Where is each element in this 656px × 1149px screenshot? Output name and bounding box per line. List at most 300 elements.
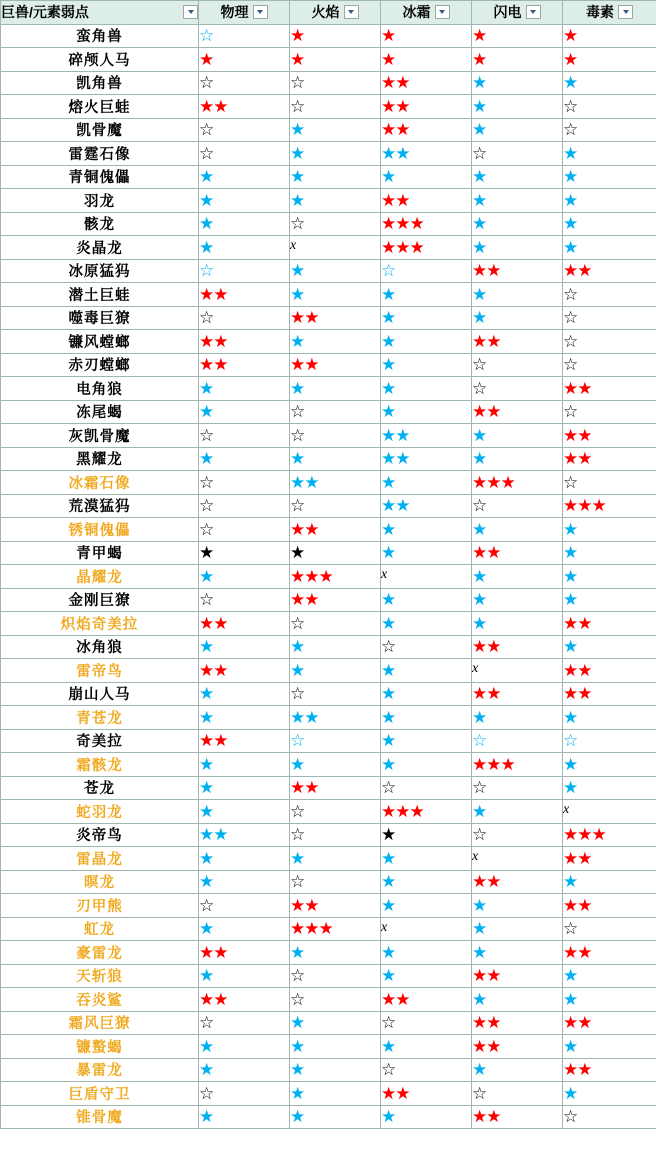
weakness-cell-fire[interactable] bbox=[290, 377, 381, 401]
weakness-cell-physical[interactable] bbox=[199, 964, 290, 988]
weakness-cell-physical[interactable] bbox=[199, 1058, 290, 1082]
weakness-cell-poison[interactable] bbox=[563, 471, 656, 495]
weakness-cell-ice[interactable] bbox=[381, 1035, 472, 1059]
weakness-cell-ice[interactable] bbox=[381, 95, 472, 119]
weakness-cell-poison[interactable] bbox=[563, 259, 656, 283]
weakness-cell-ice[interactable] bbox=[381, 48, 472, 72]
weakness-cell-fire[interactable] bbox=[290, 706, 381, 730]
weakness-cell-physical[interactable] bbox=[199, 941, 290, 965]
weakness-cell-ice[interactable] bbox=[381, 494, 472, 518]
weakness-cell-fire[interactable] bbox=[290, 494, 381, 518]
weakness-cell-fire[interactable] bbox=[290, 588, 381, 612]
beast-name-cell[interactable]: 锥骨魔 bbox=[1, 1105, 199, 1129]
weakness-cell-poison[interactable] bbox=[563, 518, 656, 542]
weakness-cell-lightning[interactable] bbox=[472, 847, 563, 871]
weakness-cell-ice[interactable] bbox=[381, 283, 472, 307]
weakness-cell-lightning[interactable] bbox=[472, 283, 563, 307]
weakness-cell-fire[interactable] bbox=[290, 635, 381, 659]
weakness-cell-fire[interactable] bbox=[290, 800, 381, 824]
beast-name-cell[interactable]: 黑耀龙 bbox=[1, 447, 199, 471]
weakness-cell-ice[interactable] bbox=[381, 471, 472, 495]
weakness-cell-poison[interactable] bbox=[563, 142, 656, 166]
weakness-cell-lightning[interactable] bbox=[472, 706, 563, 730]
weakness-cell-ice[interactable] bbox=[381, 753, 472, 777]
weakness-cell-poison[interactable] bbox=[563, 729, 656, 753]
weakness-cell-fire[interactable] bbox=[290, 964, 381, 988]
weakness-cell-fire[interactable] bbox=[290, 306, 381, 330]
weakness-cell-poison[interactable] bbox=[563, 964, 656, 988]
weakness-cell-lightning[interactable] bbox=[472, 776, 563, 800]
star-filled-icon: ★ bbox=[381, 214, 396, 234]
beast-name-cell[interactable]: 熔火巨蛙 bbox=[1, 95, 199, 119]
weakness-cell-ice[interactable] bbox=[381, 1058, 472, 1082]
weakness-cell-physical[interactable] bbox=[199, 118, 290, 142]
weakness-cell-lightning[interactable] bbox=[472, 377, 563, 401]
weakness-cell-physical[interactable] bbox=[199, 471, 290, 495]
beast-name-cell[interactable]: 炎帝鸟 bbox=[1, 823, 199, 847]
weakness-cell-poison[interactable] bbox=[563, 24, 656, 48]
weakness-cell-ice[interactable] bbox=[381, 353, 472, 377]
weakness-cell-lightning[interactable] bbox=[472, 941, 563, 965]
weakness-cell-lightning[interactable] bbox=[472, 870, 563, 894]
weakness-cell-poison[interactable] bbox=[563, 588, 656, 612]
weakness-cell-lightning[interactable] bbox=[472, 588, 563, 612]
beast-name-cell[interactable]: 雷帝鸟 bbox=[1, 659, 199, 683]
beast-name-cell[interactable]: 刃甲熊 bbox=[1, 894, 199, 918]
weakness-cell-lightning[interactable] bbox=[472, 48, 563, 72]
beast-name-cell[interactable]: 苍龙 bbox=[1, 776, 199, 800]
weakness-cell-lightning[interactable] bbox=[472, 24, 563, 48]
weakness-cell-poison[interactable] bbox=[563, 776, 656, 800]
weakness-cell-fire[interactable] bbox=[290, 71, 381, 95]
weakness-cell-fire[interactable] bbox=[290, 870, 381, 894]
weakness-cell-ice[interactable] bbox=[381, 988, 472, 1012]
beast-name-cell[interactable]: 蛮角兽 bbox=[1, 24, 199, 48]
beast-name-cell[interactable]: 电角狼 bbox=[1, 377, 199, 401]
weakness-cell-poison[interactable] bbox=[563, 165, 656, 189]
weakness-cell-lightning[interactable] bbox=[472, 447, 563, 471]
weakness-cell-ice[interactable] bbox=[381, 541, 472, 565]
weakness-cell-physical[interactable] bbox=[199, 894, 290, 918]
weakness-cell-lightning[interactable] bbox=[472, 659, 563, 683]
weakness-cell-physical[interactable] bbox=[199, 189, 290, 213]
star-filled-icon: ★ bbox=[563, 73, 578, 93]
weakness-cell-physical[interactable] bbox=[199, 424, 290, 448]
weakness-cell-lightning[interactable] bbox=[472, 424, 563, 448]
weakness-cell-fire[interactable] bbox=[290, 729, 381, 753]
weakness-cell-ice[interactable] bbox=[381, 823, 472, 847]
weakness-cell-fire[interactable] bbox=[290, 212, 381, 236]
weakness-cell-fire[interactable] bbox=[290, 447, 381, 471]
weakness-cell-lightning[interactable] bbox=[472, 1035, 563, 1059]
weakness-cell-poison[interactable] bbox=[563, 706, 656, 730]
beast-name-cell[interactable]: 青铜傀儡 bbox=[1, 165, 199, 189]
weakness-cell-fire[interactable] bbox=[290, 823, 381, 847]
weakness-cell-ice[interactable] bbox=[381, 941, 472, 965]
weakness-cell-physical[interactable] bbox=[199, 400, 290, 424]
beast-name-cell[interactable]: 天斩狼 bbox=[1, 964, 199, 988]
beast-name-cell[interactable]: 锈铜傀儡 bbox=[1, 518, 199, 542]
weakness-cell-lightning[interactable] bbox=[472, 894, 563, 918]
weakness-cell-fire[interactable] bbox=[290, 894, 381, 918]
beast-name-cell[interactable]: 虹龙 bbox=[1, 917, 199, 941]
beast-name-cell[interactable]: 镰螯蝎 bbox=[1, 1035, 199, 1059]
weakness-cell-physical[interactable] bbox=[199, 48, 290, 72]
weakness-cell-poison[interactable] bbox=[563, 353, 656, 377]
beast-name-cell[interactable]: 吞炎鲨 bbox=[1, 988, 199, 1012]
weakness-cell-lightning[interactable] bbox=[472, 541, 563, 565]
weakness-cell-physical[interactable] bbox=[199, 306, 290, 330]
weakness-cell-poison[interactable] bbox=[563, 118, 656, 142]
weakness-cell-physical[interactable] bbox=[199, 24, 290, 48]
beast-name-cell[interactable]: 雷晶龙 bbox=[1, 847, 199, 871]
weakness-cell-ice[interactable] bbox=[381, 612, 472, 636]
weakness-cell-fire[interactable] bbox=[290, 118, 381, 142]
weakness-cell-poison[interactable] bbox=[563, 212, 656, 236]
beast-name-cell[interactable]: 冻尾蝎 bbox=[1, 400, 199, 424]
beast-name-cell[interactable]: 金刚巨獠 bbox=[1, 588, 199, 612]
weakness-cell-lightning[interactable] bbox=[472, 917, 563, 941]
weakness-cell-ice[interactable] bbox=[381, 424, 472, 448]
beast-name-cell[interactable]: 冰角狼 bbox=[1, 635, 199, 659]
weakness-cell-poison[interactable] bbox=[563, 941, 656, 965]
beast-name-cell[interactable]: 炎晶龙 bbox=[1, 236, 199, 260]
weakness-cell-lightning[interactable] bbox=[472, 1058, 563, 1082]
weakness-cell-ice[interactable] bbox=[381, 847, 472, 871]
weakness-cell-ice[interactable] bbox=[381, 682, 472, 706]
weakness-cell-poison[interactable] bbox=[563, 823, 656, 847]
weakness-cell-poison[interactable] bbox=[563, 753, 656, 777]
weakness-cell-fire[interactable] bbox=[290, 424, 381, 448]
beast-name-cell[interactable]: 暴雷龙 bbox=[1, 1058, 199, 1082]
weakness-cell-ice[interactable] bbox=[381, 964, 472, 988]
column-header-lightning[interactable] bbox=[472, 1, 563, 25]
star-filled-icon: ★ bbox=[577, 378, 592, 398]
weakness-cell-ice[interactable] bbox=[381, 1082, 472, 1106]
weakness-cell-fire[interactable] bbox=[290, 659, 381, 683]
weakness-cell-lightning[interactable] bbox=[472, 259, 563, 283]
weakness-cell-poison[interactable] bbox=[563, 424, 656, 448]
weakness-cell-poison[interactable] bbox=[563, 988, 656, 1012]
weakness-cell-poison[interactable] bbox=[563, 283, 656, 307]
weakness-cell-ice[interactable] bbox=[381, 118, 472, 142]
weakness-cell-ice[interactable] bbox=[381, 189, 472, 213]
weakness-cell-lightning[interactable] bbox=[472, 71, 563, 95]
weakness-cell-lightning[interactable] bbox=[472, 823, 563, 847]
beast-name-cell[interactable]: 荒漠猛犸 bbox=[1, 494, 199, 518]
weakness-cell-fire[interactable] bbox=[290, 1035, 381, 1059]
weakness-cell-ice[interactable] bbox=[381, 24, 472, 48]
weakness-cell-lightning[interactable] bbox=[472, 400, 563, 424]
weakness-cell-fire[interactable] bbox=[290, 353, 381, 377]
beast-name-cell[interactable]: 雷霆石像 bbox=[1, 142, 199, 166]
weakness-cell-fire[interactable] bbox=[290, 753, 381, 777]
beast-name-cell[interactable]: 赤刃螳螂 bbox=[1, 353, 199, 377]
weakness-cell-fire[interactable] bbox=[290, 1058, 381, 1082]
weakness-cell-physical[interactable] bbox=[199, 71, 290, 95]
weakness-cell-physical[interactable] bbox=[199, 212, 290, 236]
weakness-cell-physical[interactable] bbox=[199, 541, 290, 565]
weakness-cell-fire[interactable] bbox=[290, 917, 381, 941]
weakness-cell-physical[interactable] bbox=[199, 1105, 290, 1129]
weakness-cell-fire[interactable] bbox=[290, 776, 381, 800]
weakness-cell-poison[interactable] bbox=[563, 1082, 656, 1106]
weakness-cell-lightning[interactable] bbox=[472, 682, 563, 706]
beast-name-cell[interactable]: 碎颅人马 bbox=[1, 48, 199, 72]
weakness-cell-poison[interactable] bbox=[563, 1011, 656, 1035]
weakness-cell-lightning[interactable] bbox=[472, 565, 563, 589]
weakness-cell-fire[interactable] bbox=[290, 142, 381, 166]
weakness-cell-ice[interactable] bbox=[381, 236, 472, 260]
column-header-physical[interactable] bbox=[199, 1, 290, 25]
beast-name-cell[interactable]: 羽龙 bbox=[1, 189, 199, 213]
weakness-cell-physical[interactable] bbox=[199, 1035, 290, 1059]
weakness-cell-fire[interactable] bbox=[290, 1082, 381, 1106]
beast-name-cell[interactable]: 蛇羽龙 bbox=[1, 800, 199, 824]
weakness-cell-physical[interactable] bbox=[199, 236, 290, 260]
weakness-cell-ice[interactable] bbox=[381, 330, 472, 354]
weakness-cell-physical[interactable] bbox=[199, 823, 290, 847]
weakness-cell-lightning[interactable] bbox=[472, 95, 563, 119]
beast-name-cell[interactable]: 青甲蝎 bbox=[1, 541, 199, 565]
weakness-cell-physical[interactable] bbox=[199, 659, 290, 683]
weakness-cell-ice[interactable] bbox=[381, 870, 472, 894]
weakness-cell-ice[interactable] bbox=[381, 917, 472, 941]
weakness-cell-poison[interactable] bbox=[563, 541, 656, 565]
weakness-cell-ice[interactable] bbox=[381, 729, 472, 753]
weakness-cell-poison[interactable] bbox=[563, 447, 656, 471]
filter-dropdown-icon-poison[interactable] bbox=[618, 5, 633, 19]
weakness-cell-physical[interactable] bbox=[199, 1082, 290, 1106]
weakness-cell-lightning[interactable] bbox=[472, 165, 563, 189]
weakness-cell-ice[interactable] bbox=[381, 518, 472, 542]
weakness-cell-ice[interactable] bbox=[381, 1105, 472, 1129]
weakness-cell-physical[interactable] bbox=[199, 447, 290, 471]
weakness-cell-lightning[interactable] bbox=[472, 353, 563, 377]
weakness-cell-physical[interactable] bbox=[199, 1011, 290, 1035]
weakness-cell-physical[interactable] bbox=[199, 518, 290, 542]
weakness-cell-fire[interactable] bbox=[290, 541, 381, 565]
weakness-cell-fire[interactable] bbox=[290, 95, 381, 119]
weakness-cell-physical[interactable] bbox=[199, 706, 290, 730]
weakness-cell-fire[interactable] bbox=[290, 518, 381, 542]
star-filled-icon: ★ bbox=[472, 707, 487, 727]
weakness-cell-physical[interactable] bbox=[199, 870, 290, 894]
weakness-cell-lightning[interactable] bbox=[472, 753, 563, 777]
beast-name-cell[interactable]: 霜骸龙 bbox=[1, 753, 199, 777]
weakness-cell-ice[interactable] bbox=[381, 894, 472, 918]
weakness-cell-fire[interactable] bbox=[290, 941, 381, 965]
weakness-cell-fire[interactable] bbox=[290, 236, 381, 260]
weakness-cell-poison[interactable] bbox=[563, 847, 656, 871]
weakness-cell-ice[interactable] bbox=[381, 1011, 472, 1035]
weakness-cell-physical[interactable] bbox=[199, 588, 290, 612]
beast-name-cell[interactable]: 骸龙 bbox=[1, 212, 199, 236]
weakness-cell-physical[interactable] bbox=[199, 353, 290, 377]
filter-dropdown-icon-ice[interactable] bbox=[435, 5, 450, 19]
weakness-cell-lightning[interactable] bbox=[472, 236, 563, 260]
weakness-cell-poison[interactable] bbox=[563, 306, 656, 330]
weakness-cell-physical[interactable] bbox=[199, 612, 290, 636]
weakness-cell-lightning[interactable] bbox=[472, 212, 563, 236]
weakness-cell-lightning[interactable] bbox=[472, 1082, 563, 1106]
weakness-cell-fire[interactable] bbox=[290, 471, 381, 495]
weakness-cell-physical[interactable] bbox=[199, 635, 290, 659]
weakness-cell-fire[interactable] bbox=[290, 259, 381, 283]
weakness-cell-fire[interactable] bbox=[290, 189, 381, 213]
weakness-cell-ice[interactable] bbox=[381, 165, 472, 189]
weakness-cell-physical[interactable] bbox=[199, 494, 290, 518]
beast-name-cell[interactable]: 霜风巨獠 bbox=[1, 1011, 199, 1035]
weakness-cell-fire[interactable] bbox=[290, 682, 381, 706]
weakness-cell-poison[interactable] bbox=[563, 71, 656, 95]
weakness-cell-fire[interactable] bbox=[290, 48, 381, 72]
weakness-cell-lightning[interactable] bbox=[472, 635, 563, 659]
beast-name-cell[interactable]: 崩山人马 bbox=[1, 682, 199, 706]
weakness-cell-physical[interactable] bbox=[199, 565, 290, 589]
weakness-cell-fire[interactable] bbox=[290, 988, 381, 1012]
weakness-cell-poison[interactable] bbox=[563, 800, 656, 824]
weakness-cell-poison[interactable] bbox=[563, 189, 656, 213]
weakness-cell-lightning[interactable] bbox=[472, 988, 563, 1012]
weakness-cell-lightning[interactable] bbox=[472, 1105, 563, 1129]
beast-name-cell[interactable]: 青苍龙 bbox=[1, 706, 199, 730]
weakness-cell-lightning[interactable] bbox=[472, 494, 563, 518]
weakness-cell-physical[interactable] bbox=[199, 95, 290, 119]
weakness-cell-fire[interactable] bbox=[290, 565, 381, 589]
weakness-cell-poison[interactable] bbox=[563, 870, 656, 894]
weakness-cell-ice[interactable] bbox=[381, 259, 472, 283]
weakness-cell-poison[interactable] bbox=[563, 494, 656, 518]
filter-dropdown-icon-fire[interactable] bbox=[344, 5, 359, 19]
weakness-cell-fire[interactable] bbox=[290, 283, 381, 307]
weakness-cell-lightning[interactable] bbox=[472, 964, 563, 988]
weakness-cell-ice[interactable] bbox=[381, 377, 472, 401]
weakness-cell-poison[interactable] bbox=[563, 565, 656, 589]
beast-name-cell[interactable]: 镰风螳螂 bbox=[1, 330, 199, 354]
weakness-cell-poison[interactable] bbox=[563, 635, 656, 659]
column-header-name[interactable] bbox=[1, 1, 199, 25]
beast-name-cell[interactable]: 凯角兽 bbox=[1, 71, 199, 95]
weakness-cell-poison[interactable] bbox=[563, 377, 656, 401]
weakness-cell-ice[interactable] bbox=[381, 635, 472, 659]
weakness-cell-ice[interactable] bbox=[381, 447, 472, 471]
beast-name-cell[interactable]: 灰凯骨魔 bbox=[1, 424, 199, 448]
column-header-poison[interactable] bbox=[563, 1, 656, 25]
beast-name-cell[interactable]: 奇美拉 bbox=[1, 729, 199, 753]
weakness-cell-ice[interactable] bbox=[381, 800, 472, 824]
beast-name-cell[interactable]: 炽焰奇美拉 bbox=[1, 612, 199, 636]
column-header-fire[interactable] bbox=[290, 1, 381, 25]
filter-dropdown-icon-lightning[interactable] bbox=[526, 5, 541, 19]
weakness-cell-poison[interactable] bbox=[563, 612, 656, 636]
weakness-cell-fire[interactable] bbox=[290, 1105, 381, 1129]
weakness-cell-fire[interactable] bbox=[290, 24, 381, 48]
weakness-cell-ice[interactable] bbox=[381, 400, 472, 424]
filter-dropdown-icon-name[interactable] bbox=[183, 5, 198, 19]
weakness-cell-lightning[interactable] bbox=[472, 142, 563, 166]
weakness-cell-poison[interactable] bbox=[563, 48, 656, 72]
weakness-cell-poison[interactable] bbox=[563, 1035, 656, 1059]
weakness-cell-lightning[interactable] bbox=[472, 471, 563, 495]
weakness-cell-physical[interactable] bbox=[199, 165, 290, 189]
weakness-cell-fire[interactable] bbox=[290, 612, 381, 636]
weakness-cell-physical[interactable] bbox=[199, 988, 290, 1012]
weakness-cell-poison[interactable] bbox=[563, 1058, 656, 1082]
weakness-cell-physical[interactable] bbox=[199, 776, 290, 800]
beast-name-cell[interactable]: 潜土巨蛙 bbox=[1, 283, 199, 307]
beast-name-cell[interactable]: 豪雷龙 bbox=[1, 941, 199, 965]
weakness-cell-ice[interactable] bbox=[381, 212, 472, 236]
weakness-cell-poison[interactable] bbox=[563, 400, 656, 424]
weakness-cell-poison[interactable] bbox=[563, 894, 656, 918]
weakness-cell-physical[interactable] bbox=[199, 682, 290, 706]
weakness-cell-lightning[interactable] bbox=[472, 118, 563, 142]
weakness-cell-lightning[interactable] bbox=[472, 1011, 563, 1035]
weakness-cell-ice[interactable] bbox=[381, 588, 472, 612]
weakness-cell-lightning[interactable] bbox=[472, 800, 563, 824]
weakness-cell-poison[interactable] bbox=[563, 659, 656, 683]
weakness-cell-lightning[interactable] bbox=[472, 518, 563, 542]
filter-dropdown-icon-physical[interactable] bbox=[253, 5, 268, 19]
weakness-cell-ice[interactable] bbox=[381, 565, 472, 589]
weakness-cell-ice[interactable] bbox=[381, 659, 472, 683]
column-header-ice[interactable] bbox=[381, 1, 472, 25]
beast-name-cell[interactable]: 冰霜石像 bbox=[1, 471, 199, 495]
weakness-cell-fire[interactable] bbox=[290, 165, 381, 189]
weakness-cell-physical[interactable] bbox=[199, 330, 290, 354]
weakness-cell-fire[interactable] bbox=[290, 1011, 381, 1035]
weakness-cell-physical[interactable] bbox=[199, 917, 290, 941]
weakness-cell-lightning[interactable] bbox=[472, 729, 563, 753]
weakness-cell-poison[interactable] bbox=[563, 236, 656, 260]
weakness-cell-lightning[interactable] bbox=[472, 306, 563, 330]
weakness-cell-poison[interactable] bbox=[563, 330, 656, 354]
beast-name-cell[interactable]: 暝龙 bbox=[1, 870, 199, 894]
weakness-cell-poison[interactable] bbox=[563, 95, 656, 119]
weakness-cell-physical[interactable] bbox=[199, 800, 290, 824]
weakness-cell-fire[interactable] bbox=[290, 330, 381, 354]
beast-name-cell[interactable]: 凯骨魔 bbox=[1, 118, 199, 142]
beast-name-cell[interactable]: 噬毒巨獠 bbox=[1, 306, 199, 330]
weakness-cell-lightning[interactable] bbox=[472, 330, 563, 354]
weakness-cell-physical[interactable] bbox=[199, 283, 290, 307]
weakness-cell-ice[interactable] bbox=[381, 776, 472, 800]
weakness-cell-physical[interactable] bbox=[199, 753, 290, 777]
weakness-cell-physical[interactable] bbox=[199, 847, 290, 871]
weakness-cell-ice[interactable] bbox=[381, 306, 472, 330]
star-filled-icon: ★ bbox=[199, 966, 214, 986]
weakness-cell-fire[interactable] bbox=[290, 400, 381, 424]
weakness-cell-physical[interactable] bbox=[199, 142, 290, 166]
star-filled-icon: ★ bbox=[381, 707, 396, 727]
weakness-cell-ice[interactable] bbox=[381, 71, 472, 95]
weakness-cell-poison[interactable] bbox=[563, 1105, 656, 1129]
beast-name-cell[interactable]: 晶耀龙 bbox=[1, 565, 199, 589]
weakness-cell-physical[interactable] bbox=[199, 259, 290, 283]
beast-name-cell[interactable]: 冰原猛犸 bbox=[1, 259, 199, 283]
weakness-cell-ice[interactable] bbox=[381, 142, 472, 166]
weakness-cell-ice[interactable] bbox=[381, 706, 472, 730]
weakness-cell-physical[interactable] bbox=[199, 729, 290, 753]
weakness-cell-poison[interactable] bbox=[563, 917, 656, 941]
weakness-cell-lightning[interactable] bbox=[472, 612, 563, 636]
beast-name-cell[interactable]: 巨盾守卫 bbox=[1, 1082, 199, 1106]
weakness-cell-physical[interactable] bbox=[199, 377, 290, 401]
weakness-cell-poison[interactable] bbox=[563, 682, 656, 706]
weakness-cell-fire[interactable] bbox=[290, 847, 381, 871]
weakness-cell-lightning[interactable] bbox=[472, 189, 563, 213]
